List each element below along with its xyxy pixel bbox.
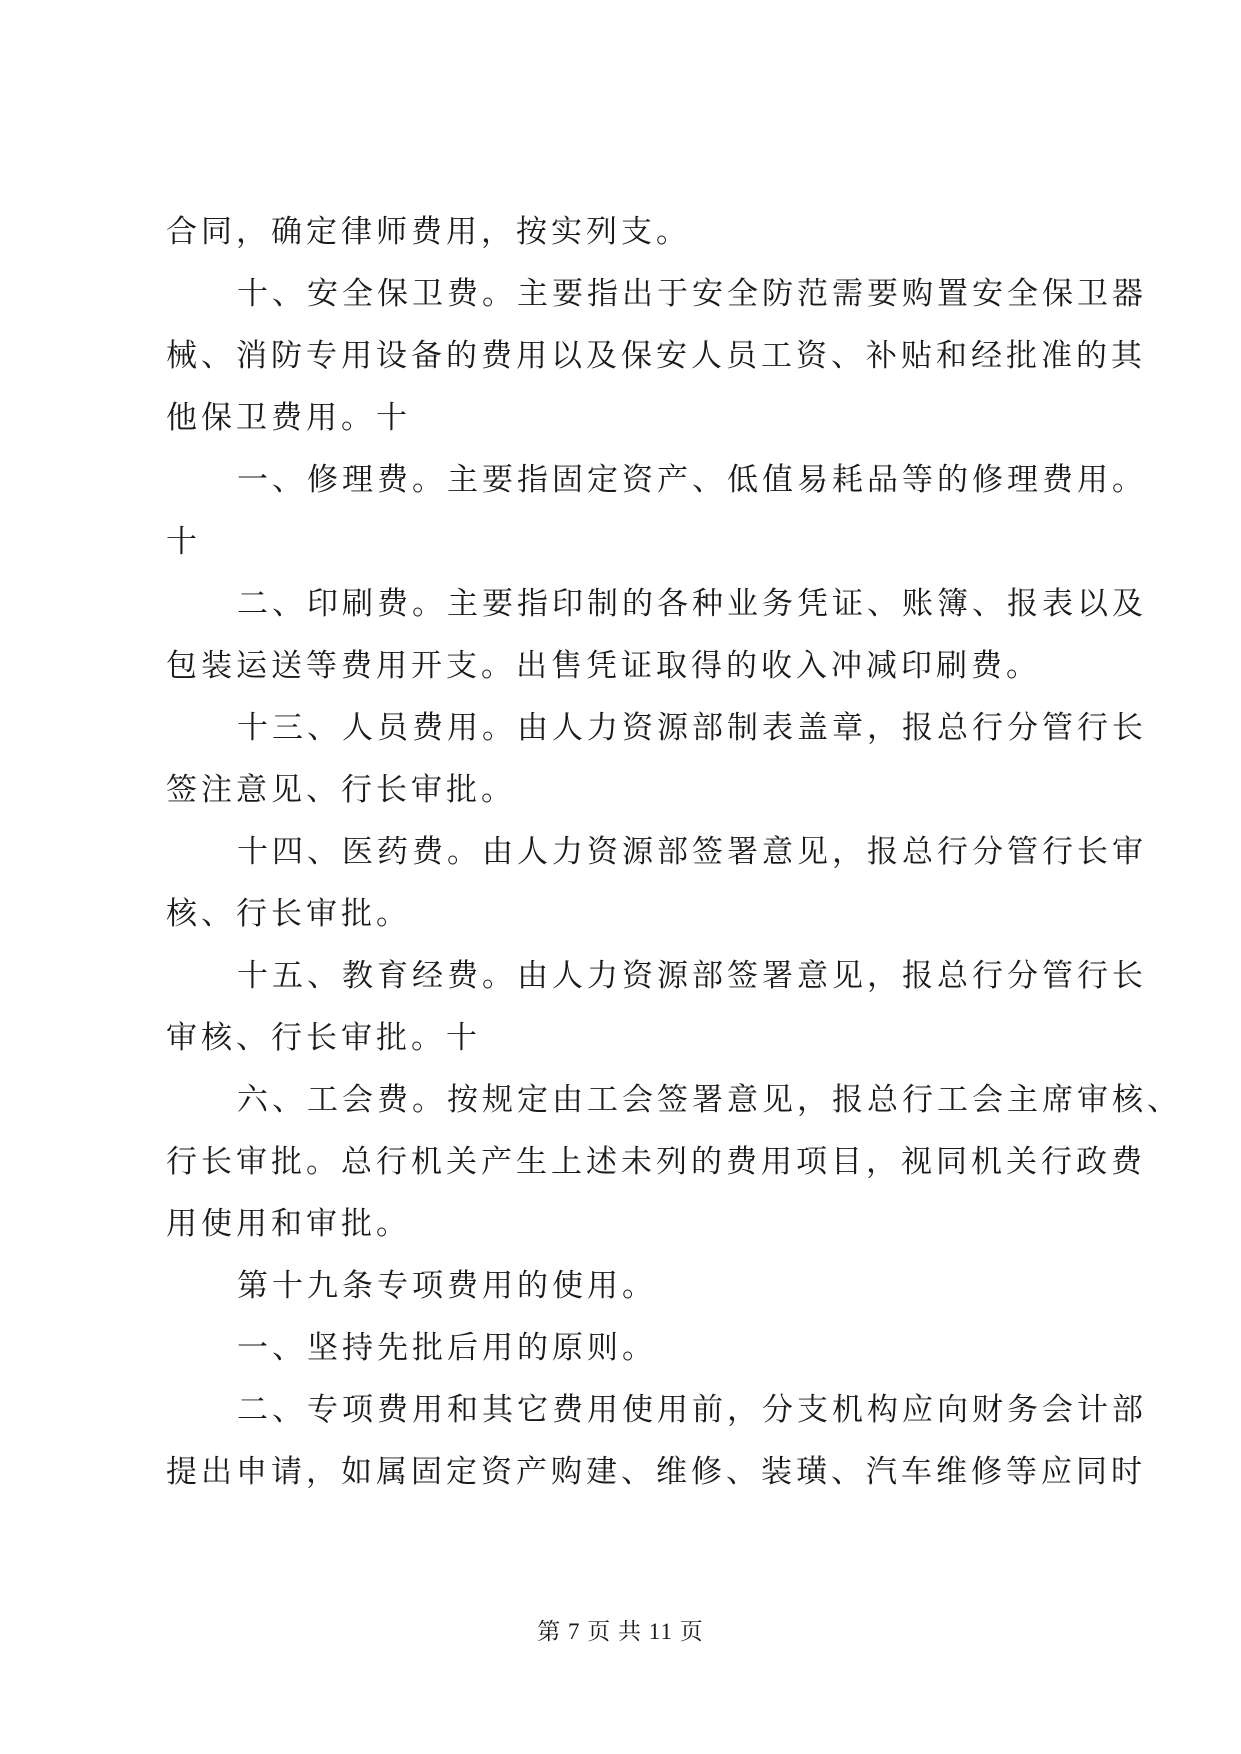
- text-line: 十、安全保卫费。主要指出于安全防范需要购置安全保卫器: [237, 276, 1147, 312]
- text-line: 二、印刷费。主要指印制的各种业务凭证、账簿、报表以及: [237, 586, 1147, 622]
- text-line: 用使用和审批。: [166, 1206, 411, 1242]
- text-line: 审核、行长审批。十: [166, 1020, 481, 1056]
- text-line: 签注意见、行长审批。: [166, 772, 516, 808]
- text-line: 械、消防专用设备的费用以及保安人员工资、补贴和经批准的其: [166, 338, 1146, 374]
- page-number-footer: 第 7 页 共 11 页: [537, 1619, 704, 1644]
- text-line: 包装运送等费用开支。出售凭证取得的收入冲减印刷费。: [166, 648, 1041, 684]
- text-line: 一、坚持先批后用的原则。: [237, 1330, 657, 1366]
- text-line: 提出申请，如属固定资产购建、维修、装璜、汽车维修等应同时: [166, 1454, 1146, 1490]
- text-line: 一、修理费。主要指固定资产、低值易耗品等的修理费用。: [237, 462, 1147, 498]
- text-line: 第十九条专项费用的使用。: [237, 1268, 657, 1304]
- text-line: 行长审批。总行机关产生上述未列的费用项目，视同机关行政费: [166, 1144, 1146, 1180]
- text-line: 二、专项费用和其它费用使用前，分支机构应向财务会计部: [237, 1392, 1147, 1428]
- text-line: 合同，确定律师费用，按实列支。: [166, 214, 691, 250]
- text-line: 核、行长审批。: [166, 896, 411, 932]
- text-line: 十三、人员费用。由人力资源部制表盖章，报总行分管行长: [237, 710, 1147, 746]
- text-line: 十四、医药费。由人力资源部签署意见，报总行分管行长审: [237, 834, 1147, 870]
- text-line: 六、工会费。按规定由工会签署意见，报总行工会主席审核、: [237, 1082, 1182, 1118]
- text-line: 十五、教育经费。由人力资源部签署意见，报总行分管行长: [237, 958, 1147, 994]
- text-line: 他保卫费用。十: [166, 400, 411, 436]
- text-line: 十: [166, 524, 201, 560]
